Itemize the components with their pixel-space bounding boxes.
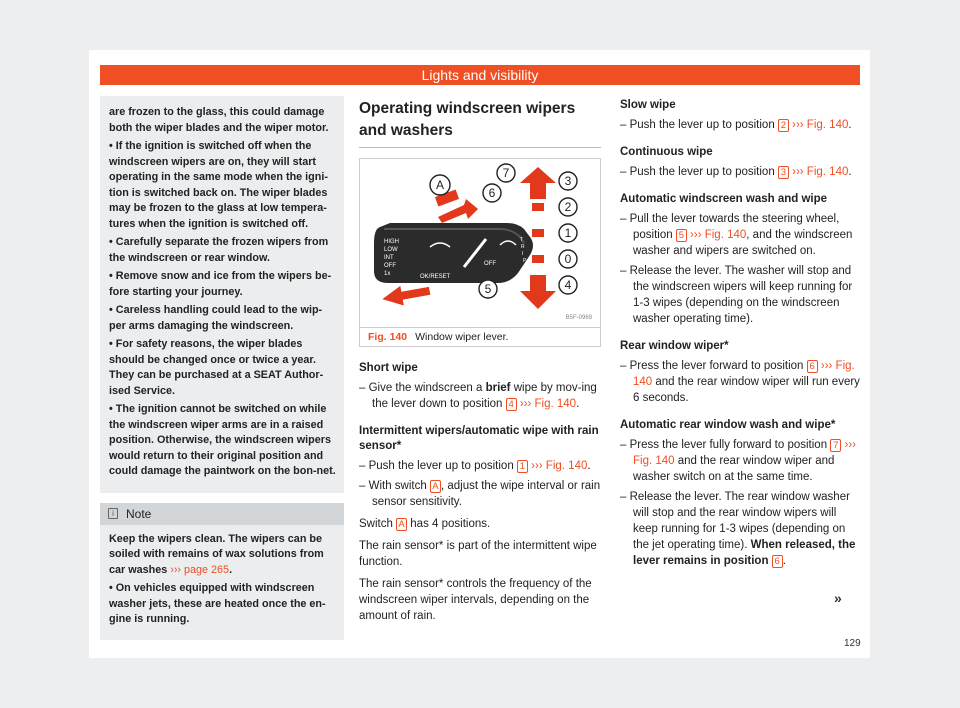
figure-link[interactable]: ››› Fig. 140 — [792, 166, 849, 178]
position-mark — [532, 229, 544, 237]
info-icon: i — [108, 508, 118, 519]
text: Press the lever fully forward to position — [629, 439, 828, 451]
text: and the rear window wiper will run every 6 seconds. — [633, 376, 860, 404]
paragraph — [359, 516, 601, 532]
note-bullet: • On vehicles equipped with windscreen washer jets, these are heated once the en-gine is running. — [109, 581, 335, 628]
position-badge: 7 — [830, 439, 841, 452]
figure-link[interactable]: ››› Fig. 140 — [690, 229, 747, 241]
warning-box — [100, 96, 344, 493]
list-item — [359, 380, 601, 412]
text: . — [848, 119, 852, 131]
lever-text: 1x — [384, 271, 391, 277]
position-mark — [532, 203, 544, 211]
label-2: 2 — [564, 200, 572, 214]
warning-intro: are frozen to the glass, this could damage both the wiper blades and the wiper motor. — [109, 106, 329, 134]
position-badge: 6 — [807, 360, 818, 373]
text: . — [576, 398, 580, 410]
text: Press the lever forward to position — [629, 360, 804, 372]
warning-bullet: • Careless handling could lead to the wip-per arms damaging the windscreen. — [109, 303, 336, 334]
label-5: 5 — [484, 282, 492, 296]
heading-short-wipe: Short wipe — [359, 362, 418, 374]
reset-text: OK/RESET — [420, 274, 451, 280]
list-item — [620, 437, 860, 485]
position-badge: 2 — [778, 119, 789, 132]
off-text: OFF — [484, 261, 496, 267]
note-text: Keep the wipers clean. The wipers can be soiled with remains of wax solutions from car washes — [109, 532, 324, 576]
text: Release the lever. The rear window washer will stop and the rear window wipers will keep running for 1-3 wipes (depending on the jet operating time). — [629, 491, 850, 551]
page-link[interactable]: ››› page 265 — [170, 563, 230, 576]
figure-code: B5F-0969 — [565, 315, 592, 321]
text: Switch — [359, 518, 393, 530]
note-body — [100, 525, 344, 640]
text: Push the lever up to position — [629, 166, 775, 178]
label-3: 3 — [564, 174, 572, 188]
bold-text: When released, the lever remains in position — [633, 539, 856, 567]
text: Push the lever up to position — [368, 460, 514, 472]
text: . — [587, 460, 591, 472]
trip-text: P — [523, 258, 527, 264]
list-item — [620, 489, 860, 569]
arrow-down-icon — [520, 275, 556, 309]
label-6: 6 — [488, 186, 496, 200]
heading-auto-wash: Automatic windscreen wash and wipe — [620, 193, 828, 205]
label-1: 1 — [564, 226, 572, 240]
page-number: 129 — [844, 638, 861, 649]
warning-bullet: • If the ignition is switched off when the windscreen wipers are on, they will start operating in the same mode when the igni-tion is switched back on. The wiper blades may be frozen to the glass at low tempera-tures when the ignition is switched off. — [109, 139, 336, 232]
warning-bullet: • Carefully separate the frozen wipers from the windscreen or rear window. — [109, 235, 336, 266]
bold-text: brief — [485, 382, 511, 394]
list-item — [620, 117, 860, 133]
note-title: Note — [126, 506, 152, 521]
list-item — [359, 458, 601, 474]
position-badge: 1 — [517, 460, 528, 473]
warning-bullet: • The ignition cannot be switched on while the windscreen wiper arms are in a raised position. Otherwise, the windscreen wipers would return to their original position and could damage the paintwork on the bon-net. — [109, 402, 336, 480]
wiper-lever-illustration — [360, 159, 600, 327]
trip-text: T — [520, 237, 524, 243]
figure-link[interactable]: ››› Fig. 140 — [633, 439, 857, 467]
list-item — [620, 358, 860, 406]
label-0: 0 — [564, 252, 572, 266]
text: , adjust the wipe interval or rain sensor sensitivity. — [372, 480, 601, 508]
left-column — [100, 96, 344, 640]
lever-text: LOW — [384, 247, 398, 253]
label-a: A — [435, 178, 445, 192]
heading-rear-wiper: Rear window wiper* — [620, 340, 729, 352]
note-text-end: . — [229, 563, 233, 576]
position-badge: A — [430, 480, 441, 493]
continue-marker: » — [834, 590, 842, 606]
position-badge: A — [396, 518, 407, 531]
figure-wiper-lever — [359, 158, 601, 328]
arrow-up-icon — [520, 167, 556, 199]
heading-rear-wash: Automatic rear window wash and wipe* — [620, 419, 836, 431]
heading-intermittent: Intermittent wipers/automatic wipe with rain sensor* — [359, 425, 599, 452]
lever-text: INT — [384, 255, 394, 261]
middle-column — [359, 98, 601, 624]
section-title: Operating windscreen wipers and washers — [359, 98, 601, 148]
text: With switch — [368, 480, 427, 492]
position-badge: 4 — [506, 398, 517, 411]
text: , and the windscreen washer and wipers are switched on. — [633, 229, 853, 257]
text: . — [782, 555, 786, 567]
heading-continuous: Continuous wipe — [620, 146, 713, 158]
position-badge: 6 — [772, 555, 783, 568]
warning-bullet: • Remove snow and ice from the wipers be-fore starting your journey. — [109, 269, 336, 300]
position-badge: 3 — [778, 166, 789, 179]
figure-link[interactable]: ››› Fig. 140 — [531, 460, 588, 472]
trip-text: I — [522, 251, 524, 257]
note-box — [100, 503, 344, 640]
list-item — [359, 478, 601, 510]
lever-text: OFF — [384, 263, 396, 269]
list-item — [620, 164, 860, 180]
paragraph: The rain sensor* is part of the intermittent wipe function. — [359, 540, 597, 568]
label-7: 7 — [502, 166, 510, 180]
text: . — [848, 166, 852, 178]
text: has 4 positions. — [410, 518, 491, 530]
position-badge: 5 — [676, 229, 687, 242]
list-item: – Release the lever. The washer will stop and the windscreen wipers will keep running for 1-3 wipes (depending on the windscreen washer operating time). — [620, 263, 860, 327]
chapter-header: Lights and visibility — [100, 65, 860, 85]
lever-body — [374, 223, 533, 283]
position-mark — [532, 255, 544, 263]
caption-text: Window wiper lever. — [415, 331, 509, 343]
trip-text: R — [521, 244, 525, 250]
lever-text: HIGH — [384, 239, 399, 245]
figure-link[interactable]: ››› Fig. 140 — [633, 360, 855, 388]
heading-slow-wipe: Slow wipe — [620, 99, 676, 111]
warning-bullet: • For safety reasons, the wiper blades should be changed once or twice a year. They can be purchased at a SEAT Author-ised Service. — [109, 337, 336, 399]
text: Pull the lever towards the steering wheel, position — [629, 213, 840, 241]
list-item — [620, 211, 860, 259]
paragraph: The rain sensor* controls the frequency of the windscreen wiper intervals, depending on the amount of rain. — [359, 578, 592, 622]
figure-link[interactable]: ››› Fig. 140 — [792, 119, 849, 131]
text: wipe by mov-ing the lever down to position — [372, 382, 597, 410]
note-paragraph — [109, 532, 335, 579]
text: Push the lever up to position — [629, 119, 775, 131]
figure-link[interactable]: ››› Fig. 140 — [519, 398, 577, 410]
label-4: 4 — [564, 278, 572, 292]
figure-caption — [359, 328, 601, 347]
arrow-pull-icon — [381, 281, 432, 309]
text: Give the windscreen a — [368, 382, 483, 394]
right-column — [620, 98, 860, 573]
figure-number: Fig. 140 — [368, 331, 408, 343]
note-header — [100, 503, 344, 525]
text: and the rear window wiper and washer switch on at the same time. — [633, 455, 835, 483]
